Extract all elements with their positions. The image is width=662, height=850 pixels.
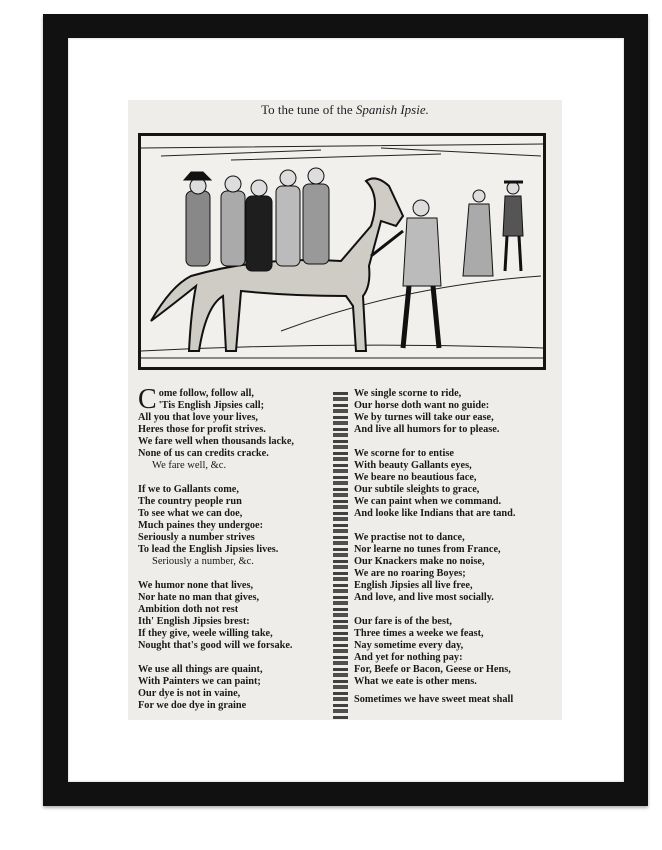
verse-line: We beare no beautious face, [354, 472, 477, 483]
verse-line: 'Tis English Jipsies call; [158, 400, 265, 411]
verse-line: None of us can credits cracke. [138, 448, 269, 459]
verse-line: We can paint when we command. [354, 496, 502, 507]
verse-line: To lead the English Jipsies lives. [138, 544, 279, 555]
verse-line: Nought that's good will we forsake. [138, 640, 293, 651]
refrain: Seriously a number, &c. [152, 556, 254, 567]
verse-line: The country people run [138, 496, 242, 507]
verse-line: And yet for nothing pay: [354, 652, 463, 663]
verse-line: We by turnes will take our ease, [354, 412, 494, 423]
verse-line: Our horse doth want no guide: [354, 400, 490, 411]
verse-line: Our subtile sleights to grace, [354, 484, 480, 495]
verse-line: With beauty Gallants eyes, [354, 460, 472, 471]
woodcut-illustration [138, 133, 546, 370]
verse-line: If they give, weele willing take, [138, 628, 273, 639]
verse-line: And love, and live most socially. [354, 592, 494, 603]
verse-line: We scorne for to entise [354, 448, 454, 459]
verse-line: And live all humors for to please. [354, 424, 500, 435]
ornamental-column-divider [333, 392, 348, 720]
verse-line: Much paines they undergoe: [138, 520, 263, 531]
right-verse-column [354, 388, 515, 706]
verse-line: English Jipsies all live free, [354, 580, 473, 591]
verse-line: Ambition doth not rest [138, 604, 239, 615]
left-verse-column [138, 384, 294, 712]
verse-line: ome follow, follow all, [158, 388, 254, 399]
verse-line: Nor learne no tunes from France, [354, 544, 501, 555]
verse-line: Sometimes we have sweet meat shall [354, 694, 514, 705]
verse-line: With Painters we can paint; [138, 676, 261, 687]
tune-prefix: To the tune of the [261, 102, 353, 117]
verse-line: Seriously a number strives [138, 532, 255, 543]
verse-line: Nor hate no man that gives, [138, 592, 260, 603]
verse-line: Our Knackers make no noise, [354, 556, 485, 567]
verse-line: Heres those for profit strives. [138, 424, 266, 435]
verse-line: We humor none that lives, [138, 580, 254, 591]
drop-cap: C [138, 384, 157, 415]
verse-line: And looke like Indians that are tand. [354, 508, 516, 519]
refrain: We fare well, &c. [152, 460, 227, 471]
tune-heading [128, 102, 562, 118]
verse-line: For we doe dye in graine [138, 700, 247, 711]
verse-line: We practise not to dance, [354, 532, 465, 543]
verse-line: Our dye is not in vaine, [138, 688, 241, 699]
woodcut-gypsies-on-horse [141, 136, 543, 367]
verse-line: To see what we can doe, [138, 508, 243, 519]
verse-line: We single scorne to ride, [354, 388, 462, 399]
verse-line: Our fare is of the best, [354, 616, 453, 627]
verse-line: All you that love your lives, [138, 412, 258, 423]
verse-line: For, Beefe or Bacon, Geese or Hens, [354, 664, 511, 675]
verse-line: What we eate is other mens. [354, 676, 477, 687]
verse-line: Nay sometime every day, [354, 640, 464, 651]
ballad-sheet [128, 100, 562, 720]
verse-line: We are no roaring Boyes; [354, 568, 466, 579]
verse-line: We fare well when thousands lacke, [138, 436, 294, 447]
verse-line: We use all things are quaint, [138, 664, 263, 675]
verse-line: Ith' English Jipsies brest: [138, 616, 250, 627]
tune-name: Spanish Ipsie. [355, 102, 429, 117]
verse-line: If we to Gallants come, [138, 484, 239, 495]
verse-line: Three times a weeke we feast, [354, 628, 484, 639]
